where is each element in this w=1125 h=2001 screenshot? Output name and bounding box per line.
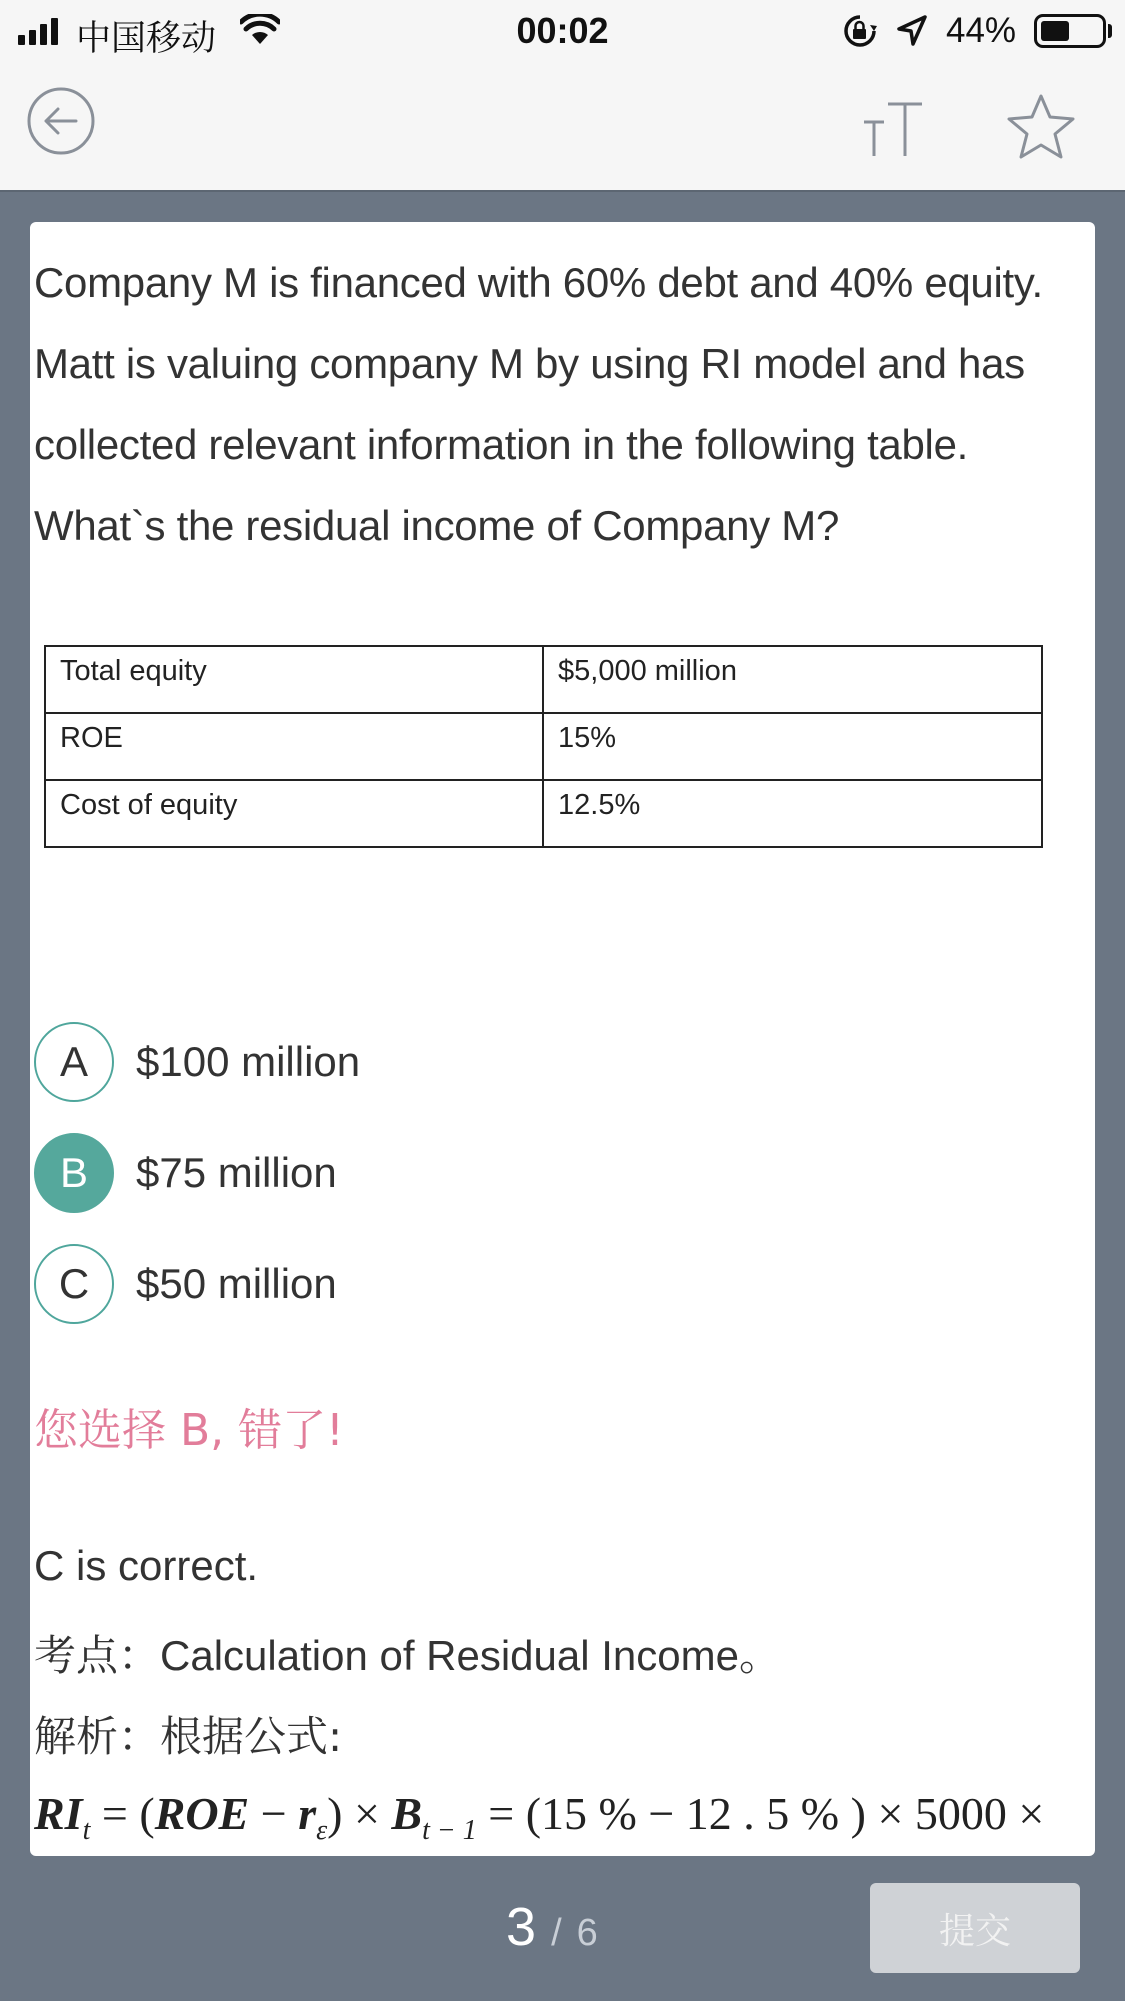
table-row [45,780,1042,847]
page-separator: / [551,1912,562,1954]
info-table [44,645,1043,848]
option-c-text: $50 million [136,1260,337,1307]
formula-values: = (15 % − 12 . 5 % ) × 5000 × [488,1788,1045,1839]
correct-answer: C is correct. [34,1542,259,1589]
formula-eq-open: = ( [101,1788,155,1839]
battery-icon [1034,14,1106,48]
formula-minus: − [249,1788,299,1839]
option-a-text: $100 million [136,1038,361,1085]
analysis-label: 解析： [34,1712,161,1761]
formula [34,1787,1044,1847]
formula-r: r [298,1788,317,1839]
formula-b-sub: t − 1 [422,1815,477,1847]
nav-bar [0,62,1125,192]
status-bar [0,0,1125,62]
formula-roe: ROE [154,1788,250,1839]
battery-percentage: 44% [946,11,1017,50]
option-b-text: $75 million [136,1149,337,1196]
font-size-button[interactable] [862,98,924,160]
option-c-letter: C [34,1244,114,1324]
analysis-text: 根据公式: [160,1712,343,1761]
result-message: 您选择 B, 错了! [34,1405,344,1456]
submit-button[interactable]: 提交 [870,1883,1080,1973]
topic-line [34,1623,781,1683]
favorite-star-button[interactable] [1006,92,1076,162]
page-indicator [506,1896,598,1958]
orientation-lock-icon [842,14,878,48]
formula-b: B [391,1788,423,1839]
table-row [45,713,1042,780]
back-button[interactable] [26,86,96,156]
table-cell-label: ROE [45,713,543,780]
table-cell-value: 12.5% [543,780,1042,847]
option-b-letter: B [34,1133,114,1213]
formula-r-sub: ε [316,1815,328,1847]
page-total: 6 [576,1912,598,1954]
table-cell-value: 15% [543,713,1042,780]
table-cell-value: $5,000 million [543,646,1042,713]
carrier-name: 中国移动 [76,19,217,59]
option-c[interactable] [34,1244,734,1324]
status-time: 00:02 [516,10,609,51]
location-icon [896,14,928,48]
table-row [45,646,1042,713]
battery-cap [1108,24,1112,38]
topic-label: 考点： [34,1631,161,1680]
analysis-line [34,1704,342,1764]
page-current: 3 [506,1897,537,1957]
question-card [30,222,1095,1856]
table-cell-label: Cost of equity [45,780,543,847]
formula-close-times: ) × [327,1788,392,1839]
formula-ri-sub: t [82,1815,91,1847]
option-b[interactable] [34,1133,734,1213]
table-cell-label: Total equity [45,646,543,713]
option-a[interactable] [34,1022,734,1102]
option-a-letter: A [34,1022,114,1102]
topic-text: Calculation of Residual Income。 [160,1632,781,1679]
formula-ri: RI [34,1788,83,1839]
question-text: Company M is financed with 60% debt and 40% equity. Matt is valuing company M by using RI model and has collected relevant information in the following table. What`s the residual income of Company M? [34,259,1043,549]
